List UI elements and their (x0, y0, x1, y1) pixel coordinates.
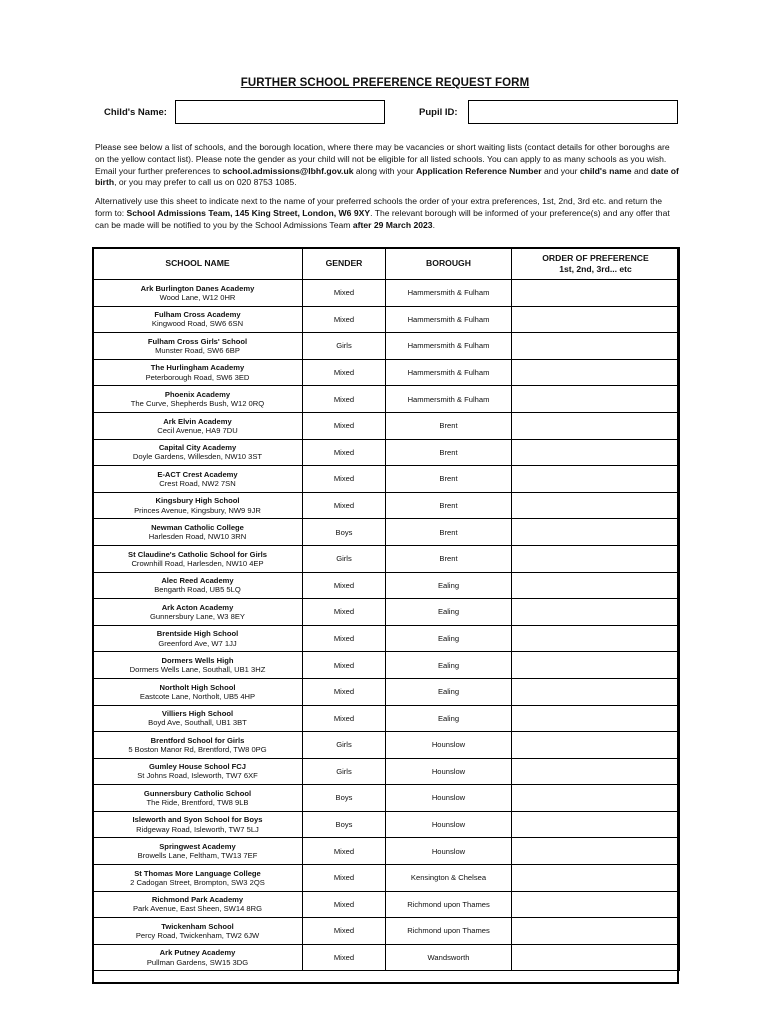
gender-cell: Mixed (303, 572, 386, 599)
borough-cell: Brent (386, 519, 512, 546)
preference-input-cell[interactable] (512, 652, 680, 679)
school-name: Gumley House School FCJ (148, 762, 247, 772)
instructions-text: and your (541, 165, 580, 176)
gender-cell: Mixed (303, 918, 386, 945)
preference-input-cell[interactable] (512, 865, 680, 892)
table-row (93, 519, 680, 546)
gender-cell: Mixed (303, 466, 386, 493)
header-school-name: SCHOOL NAME (93, 248, 303, 280)
table-row (93, 838, 680, 865)
preference-input-cell[interactable] (512, 333, 680, 360)
borough-cell: Ealing (386, 625, 512, 652)
school-name: Fulham Cross Girls' School (147, 336, 248, 346)
preference-input-cell[interactable] (512, 758, 680, 785)
borough-cell: Hounslow (386, 758, 512, 785)
gender-cell: Boys (303, 811, 386, 838)
table-row (93, 944, 680, 971)
table-row (93, 785, 680, 812)
gender-cell: Mixed (303, 944, 386, 971)
school-address: Dormers Wells Lane, Southall, UB1 3HZ (129, 665, 266, 675)
school-name: Twickenham School (161, 921, 234, 931)
school-name: Springwest Academy (159, 842, 236, 852)
school-cell (93, 891, 303, 918)
preference-input-cell[interactable] (512, 785, 680, 812)
school-address: 2 Cadogan Street, Brompton, SW3 2QS (130, 877, 265, 887)
school-address: Ridgeway Road, Isleworth, TW7 5LJ (136, 824, 259, 834)
school-address: Munster Road, SW6 6BP (155, 345, 240, 355)
preference-input-cell[interactable] (512, 599, 680, 626)
borough-cell: Hounslow (386, 785, 512, 812)
school-cell (93, 918, 303, 945)
school-cell (93, 386, 303, 413)
school-cell (93, 785, 303, 812)
school-address: Bengarth Road, UB5 5LQ (154, 585, 241, 595)
admissions-email: school.admissions@lbhf.gov.uk (222, 165, 354, 176)
gender-cell: Mixed (303, 891, 386, 918)
school-name: Richmond Park Academy (151, 895, 244, 905)
preference-input-cell[interactable] (512, 705, 680, 732)
preference-input-cell[interactable] (512, 280, 680, 307)
gender-cell: Mixed (303, 412, 386, 439)
school-cell (93, 439, 303, 466)
school-address: Percy Road, Twickenham, TW2 6JW (135, 931, 260, 941)
borough-cell: Brent (386, 492, 512, 519)
school-address: 5 Boston Manor Rd, Brentford, TW8 0PG (128, 744, 267, 754)
school-name: Capital City Academy (158, 443, 237, 453)
instructions-text: , or you may prefer to call us on 020 8753 1085. (114, 177, 297, 188)
borough-cell: Kensington & Chelsea (386, 865, 512, 892)
school-cell (93, 811, 303, 838)
table-row (93, 386, 680, 413)
gender-cell: Mixed (303, 599, 386, 626)
school-cell (93, 306, 303, 333)
borough-cell: Brent (386, 439, 512, 466)
school-cell (93, 572, 303, 599)
preference-input-cell[interactable] (512, 492, 680, 519)
table-row (93, 359, 680, 386)
gender-cell: Mixed (303, 865, 386, 892)
school-name: St Thomas More Language College (134, 868, 261, 878)
gender-cell: Mixed (303, 652, 386, 679)
table-row (93, 572, 680, 599)
table-row (93, 705, 680, 732)
school-name: Brentford School for Girls (150, 735, 245, 745)
pupil-id-label: Pupil ID: (419, 107, 458, 118)
school-name: Ark Putney Academy (159, 948, 236, 958)
borough-cell: Hammersmith & Fulham (386, 306, 512, 333)
gender-cell: Mixed (303, 386, 386, 413)
table-row (93, 439, 680, 466)
header-borough: BOROUGH (386, 248, 512, 280)
school-address: Park Avenue, East Sheen, SW14 8RG (132, 904, 263, 914)
school-address: Boyd Ave, Southall, UB1 3BT (148, 718, 247, 728)
school-address: Princes Avenue, Kingsbury, NW9 9JR (134, 505, 261, 515)
school-address: The Curve, Shepherds Bush, W12 0RQ (130, 399, 265, 409)
header-order-of-preference (512, 248, 680, 280)
school-cell (93, 519, 303, 546)
school-cell (93, 599, 303, 626)
school-name: Kingsbury High School (155, 496, 240, 506)
school-address: Pullman Gardens, SW15 3DG (146, 957, 249, 967)
gender-cell: Boys (303, 519, 386, 546)
school-name: Gunnersbury Catholic School (143, 788, 252, 798)
child-name-label: Child's Name: (104, 107, 167, 118)
school-address: Gunnersbury Lane, W3 8EY (150, 611, 245, 621)
school-cell (93, 466, 303, 493)
school-address: Wood Lane, W12 0HR (159, 292, 236, 302)
header-order-line1: ORDER OF PREFERENCE (542, 252, 649, 263)
instructions-text: and (631, 165, 651, 176)
school-name: Ark Acton Academy (161, 602, 234, 612)
child-name-field[interactable] (175, 100, 385, 124)
gender-cell: Mixed (303, 359, 386, 386)
school-address: Doyle Gardens, Willesden, NW10 3ST (132, 452, 263, 462)
preference-input-cell[interactable] (512, 891, 680, 918)
table-row (93, 918, 680, 945)
preference-input-cell[interactable] (512, 386, 680, 413)
gender-cell: Mixed (303, 838, 386, 865)
school-cell (93, 545, 303, 572)
gender-cell: Girls (303, 333, 386, 360)
gender-cell: Mixed (303, 280, 386, 307)
preference-input-cell[interactable] (512, 625, 680, 652)
table-row (93, 280, 680, 307)
school-cell (93, 678, 303, 705)
borough-cell: Ealing (386, 652, 512, 679)
school-address: The Ride, Brentford, TW8 9LB (146, 798, 249, 808)
table-row (93, 678, 680, 705)
preference-input-cell[interactable] (512, 439, 680, 466)
borough-cell: Ealing (386, 572, 512, 599)
borough-cell: Brent (386, 545, 512, 572)
school-name: St Claudine's Catholic School for Girls (128, 549, 267, 559)
gender-cell: Girls (303, 545, 386, 572)
school-name: E-ACT Crest Academy (157, 469, 238, 479)
table-row (93, 599, 680, 626)
school-address: Crest Road, NW2 7SN (159, 478, 236, 488)
school-cell (93, 758, 303, 785)
school-cell (93, 865, 303, 892)
school-cell (93, 652, 303, 679)
borough-cell: Ealing (386, 678, 512, 705)
borough-cell: Ealing (386, 705, 512, 732)
preference-input-cell[interactable] (512, 545, 680, 572)
borough-cell: Richmond upon Thames (386, 891, 512, 918)
school-address: Eastcote Lane, Northolt, UB5 4HP (139, 691, 256, 701)
borough-cell: Hounslow (386, 811, 512, 838)
return-address: School Admissions Team, 145 King Street, London, W6 9XY (126, 207, 371, 218)
instructions-text: along with your (353, 165, 417, 176)
school-address: Peterborough Road, SW6 3ED (145, 372, 250, 382)
table-row (93, 466, 680, 493)
preference-input-cell[interactable] (512, 412, 680, 439)
reference-number-text: Application Reference Number (416, 165, 542, 176)
borough-cell: Hammersmith & Fulham (386, 280, 512, 307)
school-cell (93, 412, 303, 439)
school-address: St Johns Road, Isleworth, TW7 6XF (137, 771, 258, 781)
deadline-date: after 29 March 2023 (352, 219, 433, 230)
gender-cell: Boys (303, 785, 386, 812)
gender-cell: Mixed (303, 625, 386, 652)
table-header-row (93, 248, 680, 280)
school-preference-table (92, 247, 680, 971)
borough-cell: Wandsworth (386, 944, 512, 971)
school-address: Kingwood Road, SW6 6SN (151, 319, 244, 329)
school-name: Isleworth and Syon School for Boys (132, 815, 263, 825)
school-address: Cecil Avenue, HA9 7DU (157, 425, 238, 435)
borough-cell: Ealing (386, 599, 512, 626)
preference-input-cell[interactable] (512, 572, 680, 599)
borough-cell: Brent (386, 412, 512, 439)
return-text: . The relevant borough will be informed of your preference(s) and any offer that can be made will be notified to you by the School Admissions Team (95, 207, 670, 230)
table-row (93, 545, 680, 572)
date-of-birth-text: date of birth (95, 165, 679, 188)
preference-input-cell[interactable] (512, 466, 680, 493)
preference-input-cell[interactable] (512, 944, 680, 971)
table-row (93, 412, 680, 439)
return-text: Alternatively use this sheet to indicate next to the name of your preferred schools the order of your extra preferences, 1st, 2nd, 3rd etc. and return the form to: (95, 196, 663, 218)
school-name: Alec Reed Academy (161, 576, 234, 586)
borough-cell: Brent (386, 466, 512, 493)
table-row (93, 652, 680, 679)
school-cell (93, 625, 303, 652)
preference-input-cell[interactable] (512, 918, 680, 945)
gender-cell: Girls (303, 758, 386, 785)
school-name: Newman Catholic College (151, 522, 244, 532)
school-cell (93, 280, 303, 307)
borough-cell: Richmond upon Thames (386, 918, 512, 945)
gender-cell: Girls (303, 732, 386, 759)
form-title: FURTHER SCHOOL PREFERENCE REQUEST FORM (240, 77, 530, 89)
preference-input-cell[interactable] (512, 678, 680, 705)
school-name: Northolt High School (159, 682, 236, 692)
table-row (93, 492, 680, 519)
table-row (93, 625, 680, 652)
table-row (93, 865, 680, 892)
table-row (93, 732, 680, 759)
table-row (93, 811, 680, 838)
school-cell (93, 838, 303, 865)
school-address: Harlesden Road, NW10 3RN (148, 532, 247, 542)
borough-cell: Hounslow (386, 838, 512, 865)
borough-cell: Hammersmith & Fulham (386, 333, 512, 360)
instructions-paragraph (95, 142, 680, 189)
preference-input-cell[interactable] (512, 519, 680, 546)
school-cell (93, 333, 303, 360)
table-row (93, 306, 680, 333)
gender-cell: Mixed (303, 306, 386, 333)
instructions-text: Please see below a list of schools, and the borough location, where there may be vacancies or short waiting lists (contact details for other boroughs are on the yellow contact list). Please note the gender as your child will not be eligible for all listed schools. You can apply to as many schools as you wish. Email your further preferences to (95, 142, 670, 176)
school-cell (93, 359, 303, 386)
school-cell (93, 492, 303, 519)
school-cell (93, 705, 303, 732)
school-name: The Hurlingham Academy (150, 363, 245, 373)
school-name: Villiers High School (161, 709, 234, 719)
gender-cell: Mixed (303, 678, 386, 705)
preference-input-cell[interactable] (512, 359, 680, 386)
preference-input-cell[interactable] (512, 306, 680, 333)
school-name: Ark Elvin Academy (163, 416, 232, 426)
gender-cell: Mixed (303, 439, 386, 466)
school-name: Dormers Wells High (161, 655, 234, 665)
table-row (93, 891, 680, 918)
return-paragraph (95, 196, 680, 231)
school-cell (93, 944, 303, 971)
borough-cell: Hounslow (386, 732, 512, 759)
header-order-line2: 1st, 2nd, 3rd... etc (559, 263, 632, 274)
school-name: Ark Burlington Danes Academy (140, 283, 255, 293)
pupil-id-field[interactable] (468, 100, 678, 124)
borough-cell: Hammersmith & Fulham (386, 359, 512, 386)
table-row (93, 758, 680, 785)
school-cell (93, 732, 303, 759)
school-address: Browells Lane, Feltham, TW13 7EF (137, 851, 258, 861)
preference-input-cell[interactable] (512, 838, 680, 865)
return-text: . (432, 219, 435, 230)
school-name: Fulham Cross Academy (154, 310, 241, 320)
preference-input-cell[interactable] (512, 732, 680, 759)
borough-cell: Hammersmith & Fulham (386, 386, 512, 413)
gender-cell: Mixed (303, 705, 386, 732)
school-address: Greenford Ave, W7 1JJ (158, 638, 237, 648)
preference-input-cell[interactable] (512, 811, 680, 838)
school-name: Brentside High School (156, 629, 239, 639)
header-gender: GENDER (303, 248, 386, 280)
school-address: Crownhill Road, Harlesden, NW10 4EP (131, 558, 264, 568)
child-name-text: child's name (579, 165, 632, 176)
school-name: Phoenix Academy (164, 389, 231, 399)
gender-cell: Mixed (303, 492, 386, 519)
table-row (93, 333, 680, 360)
